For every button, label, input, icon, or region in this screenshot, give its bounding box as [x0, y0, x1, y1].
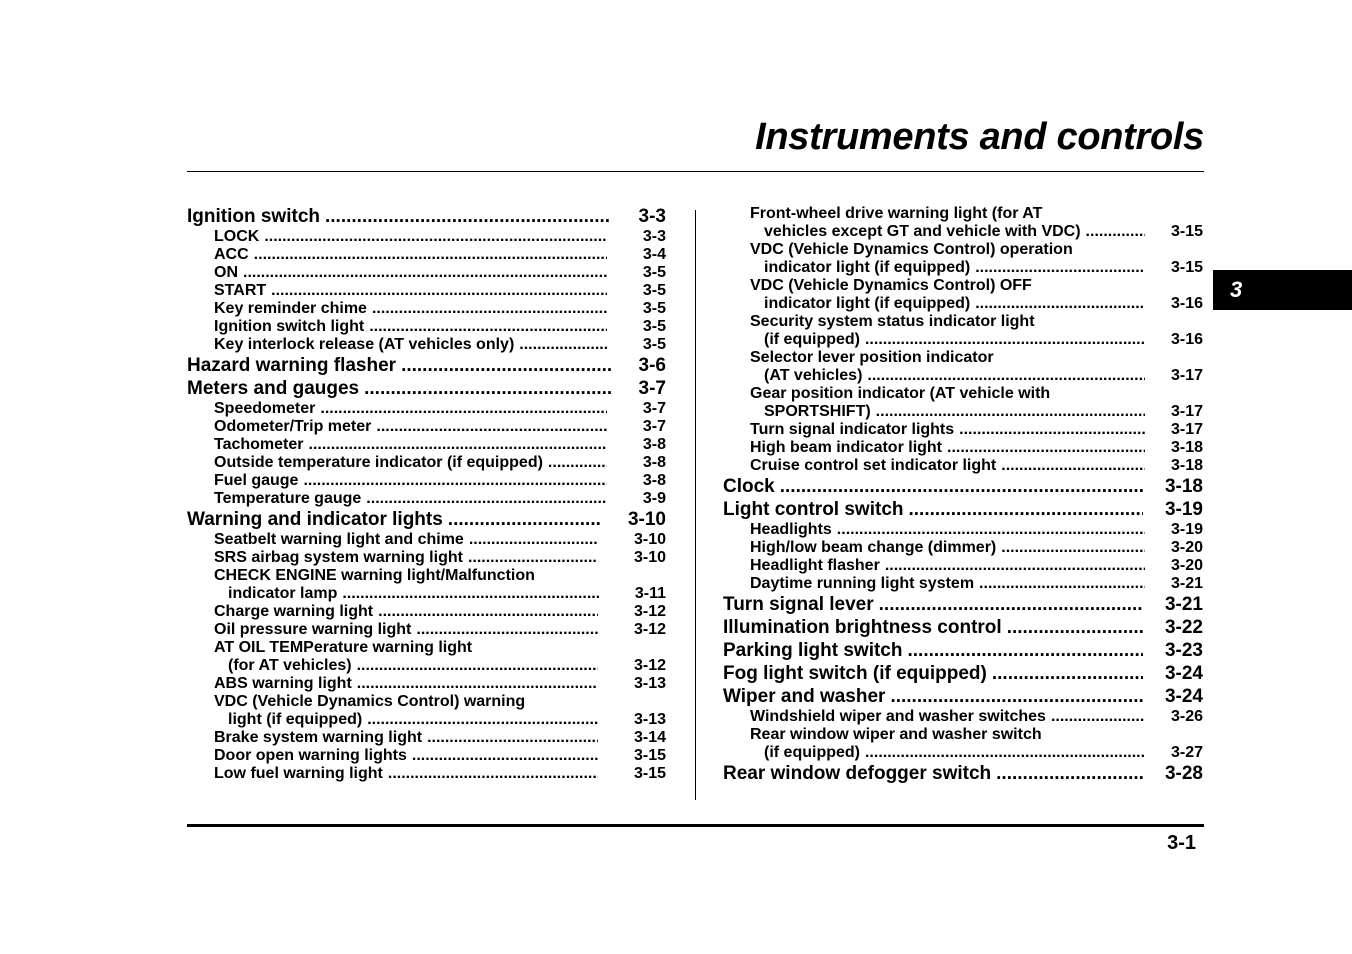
toc-subentry: [723, 277, 1203, 313]
dot-leader: [865, 331, 1145, 349]
toc-entry-label: Fuel gauge: [214, 472, 299, 489]
dot-leader: [996, 762, 1143, 785]
toc-entry-label: Seatbelt warning light and chime: [214, 531, 464, 548]
toc-entry-label: (if equipped): [764, 331, 860, 348]
bottom-rule: [187, 824, 1204, 827]
toc-page-number: 3-22: [1164, 617, 1203, 638]
toc-entry-label: Key interlock release (AT vehicles only): [214, 336, 515, 353]
dot-leader: [865, 744, 1145, 762]
toc-entry-label: High beam indicator light: [750, 439, 943, 456]
toc-entry-label: light (if equipped): [228, 711, 363, 728]
toc-entry-label: Door open warning lights: [214, 747, 407, 764]
toc-entry-label: Brake system warning light: [214, 729, 423, 746]
toc-entry-label: High/low beam change (dimmer): [750, 539, 997, 556]
dot-leader: [959, 421, 1145, 439]
toc-entry-label: Cruise control set indicator light: [750, 457, 997, 474]
toc-page-number: 3-10: [633, 549, 666, 566]
toc-subentry: [187, 246, 666, 264]
toc-entry-label: Selector lever position indicator: [750, 349, 994, 366]
toc-entry-label: Security system status indicator light: [750, 313, 1035, 330]
toc-subentry: [187, 531, 666, 549]
dot-leader: [303, 472, 606, 490]
toc-section-entry: [187, 354, 666, 377]
dot-leader: [1007, 616, 1143, 639]
toc-page-number: 3-8: [642, 454, 666, 471]
toc-subentry: [187, 282, 666, 300]
toc-subentry: [187, 567, 666, 603]
dot-leader: [372, 300, 607, 318]
toc-page-number: 3-5: [642, 282, 666, 299]
toc-entry-label: Wiper and washer: [723, 686, 886, 707]
column-divider: [695, 210, 696, 800]
toc-entry-label: (for AT vehicles): [228, 657, 352, 674]
toc-entry-label: vehicles except GT and vehicle with VDC): [764, 223, 1081, 240]
top-rule: [187, 171, 1204, 172]
dot-leader: [264, 228, 607, 246]
toc-entry-label: Charge warning light: [214, 603, 374, 620]
toc-entry-label: Outside temperature indicator (if equipped): [214, 454, 543, 471]
dot-leader: [357, 675, 598, 693]
dot-leader: [837, 521, 1145, 539]
toc-subentry: [723, 726, 1203, 762]
dot-leader: [401, 354, 610, 377]
dot-leader: [427, 729, 598, 747]
toc-page-number: 3-15: [633, 747, 666, 764]
toc-entry-label: ACC: [214, 246, 249, 263]
toc-page-number: 3-3: [642, 228, 666, 245]
toc-subentry: [723, 241, 1203, 277]
toc-page-number: 3-17: [1170, 403, 1203, 420]
dot-leader: [890, 685, 1143, 708]
toc-page-number: 3-8: [642, 472, 666, 489]
dot-leader: [975, 259, 1145, 277]
toc-entry-label: Ignition switch: [187, 206, 320, 227]
toc-page-number: 3-15: [1170, 223, 1203, 240]
toc-subentry: [187, 454, 666, 472]
toc-entry-label: Key reminder chime: [214, 300, 367, 317]
toc-entry-label: VDC (Vehicle Dynamics Control) warning: [214, 693, 526, 710]
toc-subentry: [187, 747, 666, 765]
dot-leader: [548, 454, 607, 472]
toc-subentry: [187, 603, 666, 621]
toc-entry-label: Gear position indicator (AT vehicle with: [750, 385, 1051, 402]
dot-leader: [947, 439, 1145, 457]
toc-subentry: [723, 385, 1203, 421]
toc-page-number: 3-7: [638, 378, 666, 399]
toc-subentry: [723, 557, 1203, 575]
dot-leader: [1051, 708, 1145, 726]
toc-subentry: [187, 400, 666, 418]
toc-entry-label: VDC (Vehicle Dynamics Control) operation: [750, 241, 1073, 258]
dot-leader: [271, 282, 607, 300]
toc-subentry: [187, 621, 666, 639]
toc-subentry: [187, 436, 666, 454]
toc-subentry: [187, 549, 666, 567]
toc-section-entry: [723, 475, 1203, 498]
toc-page-number: 3-3: [638, 206, 666, 227]
toc-entry-label: ABS warning light: [214, 675, 352, 692]
dot-leader: [357, 657, 598, 675]
dot-leader: [342, 585, 599, 603]
dot-leader: [885, 557, 1145, 575]
toc-page-number: 3-5: [642, 318, 666, 335]
toc-entry-label: CHECK ENGINE warning light/Malfunction: [214, 567, 535, 584]
toc-page-number: 3-18: [1170, 439, 1203, 456]
toc-entry-label: Oil pressure warning light: [214, 621, 412, 638]
toc-entry-label: Tachometer: [214, 436, 304, 453]
toc-subentry: [723, 539, 1203, 557]
toc-subentry: [187, 336, 666, 354]
toc-section-entry: [723, 593, 1203, 616]
toc-section-entry: [187, 377, 666, 400]
dot-leader: [388, 765, 598, 783]
toc-page-number: 3-15: [633, 765, 666, 782]
toc-page-number: 3-13: [633, 711, 666, 728]
toc-entry-label: Headlights: [750, 521, 832, 538]
toc-page-number: 3-4: [642, 246, 666, 263]
toc-entry-label: Clock: [723, 476, 775, 497]
toc-section-entry: [723, 616, 1203, 639]
toc-page-number: 3-18: [1164, 476, 1203, 497]
toc-entry-label: indicator light (if equipped): [764, 259, 971, 276]
toc-page-number: 3-14: [633, 729, 666, 746]
dot-leader: [909, 498, 1143, 521]
toc-page-number: 3-7: [642, 400, 666, 417]
toc-entry-label: VDC (Vehicle Dynamics Control) OFF: [750, 277, 1032, 294]
toc-entry-label: Ignition switch light: [214, 318, 365, 335]
toc-entry-label: Meters and gauges: [187, 378, 360, 399]
toc-entry-label: Low fuel warning light: [214, 765, 383, 782]
page-number: 3-1: [1167, 832, 1196, 854]
dot-leader: [469, 531, 598, 549]
toc-page-number: 3-12: [633, 603, 666, 620]
toc-subentry: [723, 349, 1203, 385]
toc-subentry: [187, 318, 666, 336]
toc-page-number: 3-17: [1170, 421, 1203, 438]
toc-entry-label: START: [214, 282, 267, 299]
toc-page-number: 3-9: [642, 490, 666, 507]
toc-section-entry: [723, 498, 1203, 521]
dot-leader: [1001, 457, 1145, 475]
dot-leader: [364, 377, 610, 400]
toc-page-number: 3-19: [1170, 521, 1203, 538]
dot-leader: [254, 246, 607, 264]
toc-entry-label: (AT vehicles): [764, 367, 863, 384]
toc-entry-label: Temperature gauge: [214, 490, 362, 507]
dot-leader: [867, 367, 1145, 385]
toc-entry-label: SPORTSHIFT): [764, 403, 871, 420]
toc-page-number: 3-10: [633, 531, 666, 548]
dot-leader: [1001, 539, 1145, 557]
toc-subentry: [187, 729, 666, 747]
dot-leader: [416, 621, 598, 639]
toc-page-number: 3-16: [1170, 295, 1203, 312]
toc-entry-label: Hazard warning flasher: [187, 355, 397, 376]
dot-leader: [979, 575, 1145, 593]
toc-entry-label: Headlight flasher: [750, 557, 880, 574]
toc-subentry: [723, 457, 1203, 475]
dot-leader: [780, 475, 1143, 498]
dot-leader: [376, 418, 607, 436]
toc-entry-label: Light control switch: [723, 499, 904, 520]
toc-page-number: 3-23: [1164, 640, 1203, 661]
toc-subentry: [723, 575, 1203, 593]
toc-subentry: [187, 490, 666, 508]
toc-entry-label: Turn signal indicator lights: [750, 421, 955, 438]
toc-page-number: 3-10: [627, 509, 666, 530]
toc-page-number: 3-5: [642, 264, 666, 281]
dot-leader: [412, 747, 598, 765]
toc-subentry: [187, 228, 666, 246]
toc-entry-label: AT OIL TEMPerature warning light: [214, 639, 473, 656]
toc-page-number: 3-5: [642, 300, 666, 317]
toc-page-number: 3-24: [1164, 686, 1203, 707]
toc-entry-label: Fog light switch (if equipped): [723, 663, 987, 684]
dot-leader: [519, 336, 607, 354]
toc-section-entry: [187, 205, 666, 228]
dot-leader: [378, 603, 598, 621]
toc-subentry: [723, 521, 1203, 539]
toc-page-number: 3-24: [1164, 663, 1203, 684]
toc-page-number: 3-16: [1170, 331, 1203, 348]
dot-leader: [369, 318, 607, 336]
toc-entry-label: Rear window defogger switch: [723, 763, 992, 784]
toc-subentry: [187, 639, 666, 675]
toc-column-right: [723, 205, 1203, 785]
toc-subentry: [187, 765, 666, 783]
toc-page-number: 3-12: [633, 657, 666, 674]
page-title: Instruments and controls: [755, 116, 1204, 158]
toc-entry-label: Windshield wiper and washer switches: [750, 708, 1046, 725]
dot-leader: [876, 403, 1145, 421]
toc-subentry: [723, 439, 1203, 457]
toc-page-number: 3-6: [638, 355, 666, 376]
toc-section-entry: [723, 762, 1203, 785]
toc-page-number: 3-21: [1164, 594, 1203, 615]
toc-subentry: [723, 205, 1203, 241]
toc-page-number: 3-17: [1170, 367, 1203, 384]
dot-leader: [309, 436, 607, 454]
toc-entry-label: indicator light (if equipped): [764, 295, 971, 312]
toc-page-number: 3-13: [633, 675, 666, 692]
toc-page-number: 3-12: [633, 621, 666, 638]
toc-page-number: 3-8: [642, 436, 666, 453]
toc-page-number: 3-26: [1170, 708, 1203, 725]
toc-page-number: 3-27: [1170, 744, 1203, 761]
toc-section-entry: [723, 662, 1203, 685]
dot-leader: [1086, 223, 1145, 241]
toc-entry-label: LOCK: [214, 228, 260, 245]
toc-entry-label: indicator lamp: [228, 585, 338, 602]
dot-leader: [367, 711, 598, 729]
toc-page-number: 3-28: [1164, 763, 1203, 784]
toc-section-entry: [723, 685, 1203, 708]
toc-page-number: 3-20: [1170, 557, 1203, 574]
toc-entry-label: Turn signal lever: [723, 594, 874, 615]
toc-subentry: [187, 693, 666, 729]
toc-page-number: 3-7: [642, 418, 666, 435]
toc-subentry: [187, 418, 666, 436]
toc-section-entry: [723, 639, 1203, 662]
toc-page-number: 3-11: [634, 585, 666, 602]
dot-leader: [468, 549, 598, 567]
toc-entry-label: Illumination brightness control: [723, 617, 1002, 638]
toc-entry-label: Warning and indicator lights: [187, 509, 443, 530]
toc-subentry: [723, 708, 1203, 726]
toc-entry-label: Speedometer: [214, 400, 316, 417]
toc-entry-label: Rear window wiper and washer switch: [750, 726, 1042, 743]
toc-subentry: [723, 313, 1203, 349]
toc-entry-label: Parking light switch: [723, 640, 903, 661]
toc-page-number: 3-5: [642, 336, 666, 353]
dot-leader: [366, 490, 607, 508]
dot-leader: [320, 400, 607, 418]
dot-leader: [992, 662, 1143, 685]
dot-leader: [975, 295, 1145, 313]
toc-subentry: [723, 421, 1203, 439]
toc-subentry: [187, 472, 666, 490]
toc-entry-label: SRS airbag system warning light: [214, 549, 463, 566]
dot-leader: [325, 205, 611, 228]
toc-page-number: 3-21: [1170, 575, 1203, 592]
toc-entry-label: ON: [214, 264, 238, 281]
toc-page-number: 3-18: [1170, 457, 1203, 474]
toc-page-number: 3-20: [1170, 539, 1203, 556]
toc-page-number: 3-15: [1170, 259, 1203, 276]
toc-entry-label: Odometer/Trip meter: [214, 418, 372, 435]
toc-page-number: 3-19: [1164, 499, 1203, 520]
toc-subentry: [187, 300, 666, 318]
toc-entry-label: Daytime running light system: [750, 575, 975, 592]
dot-leader: [448, 508, 600, 531]
dot-leader: [879, 593, 1143, 616]
chapter-tab: 3: [1213, 270, 1352, 310]
toc-column-left: [187, 205, 666, 783]
toc-entry-label: Front-wheel drive warning light (for AT: [750, 205, 1043, 222]
toc-subentry: [187, 675, 666, 693]
toc-entry-label: (if equipped): [764, 744, 860, 761]
toc-section-entry: [187, 508, 666, 531]
toc-subentry: [187, 264, 666, 282]
dot-leader: [907, 639, 1142, 662]
dot-leader: [243, 264, 607, 282]
